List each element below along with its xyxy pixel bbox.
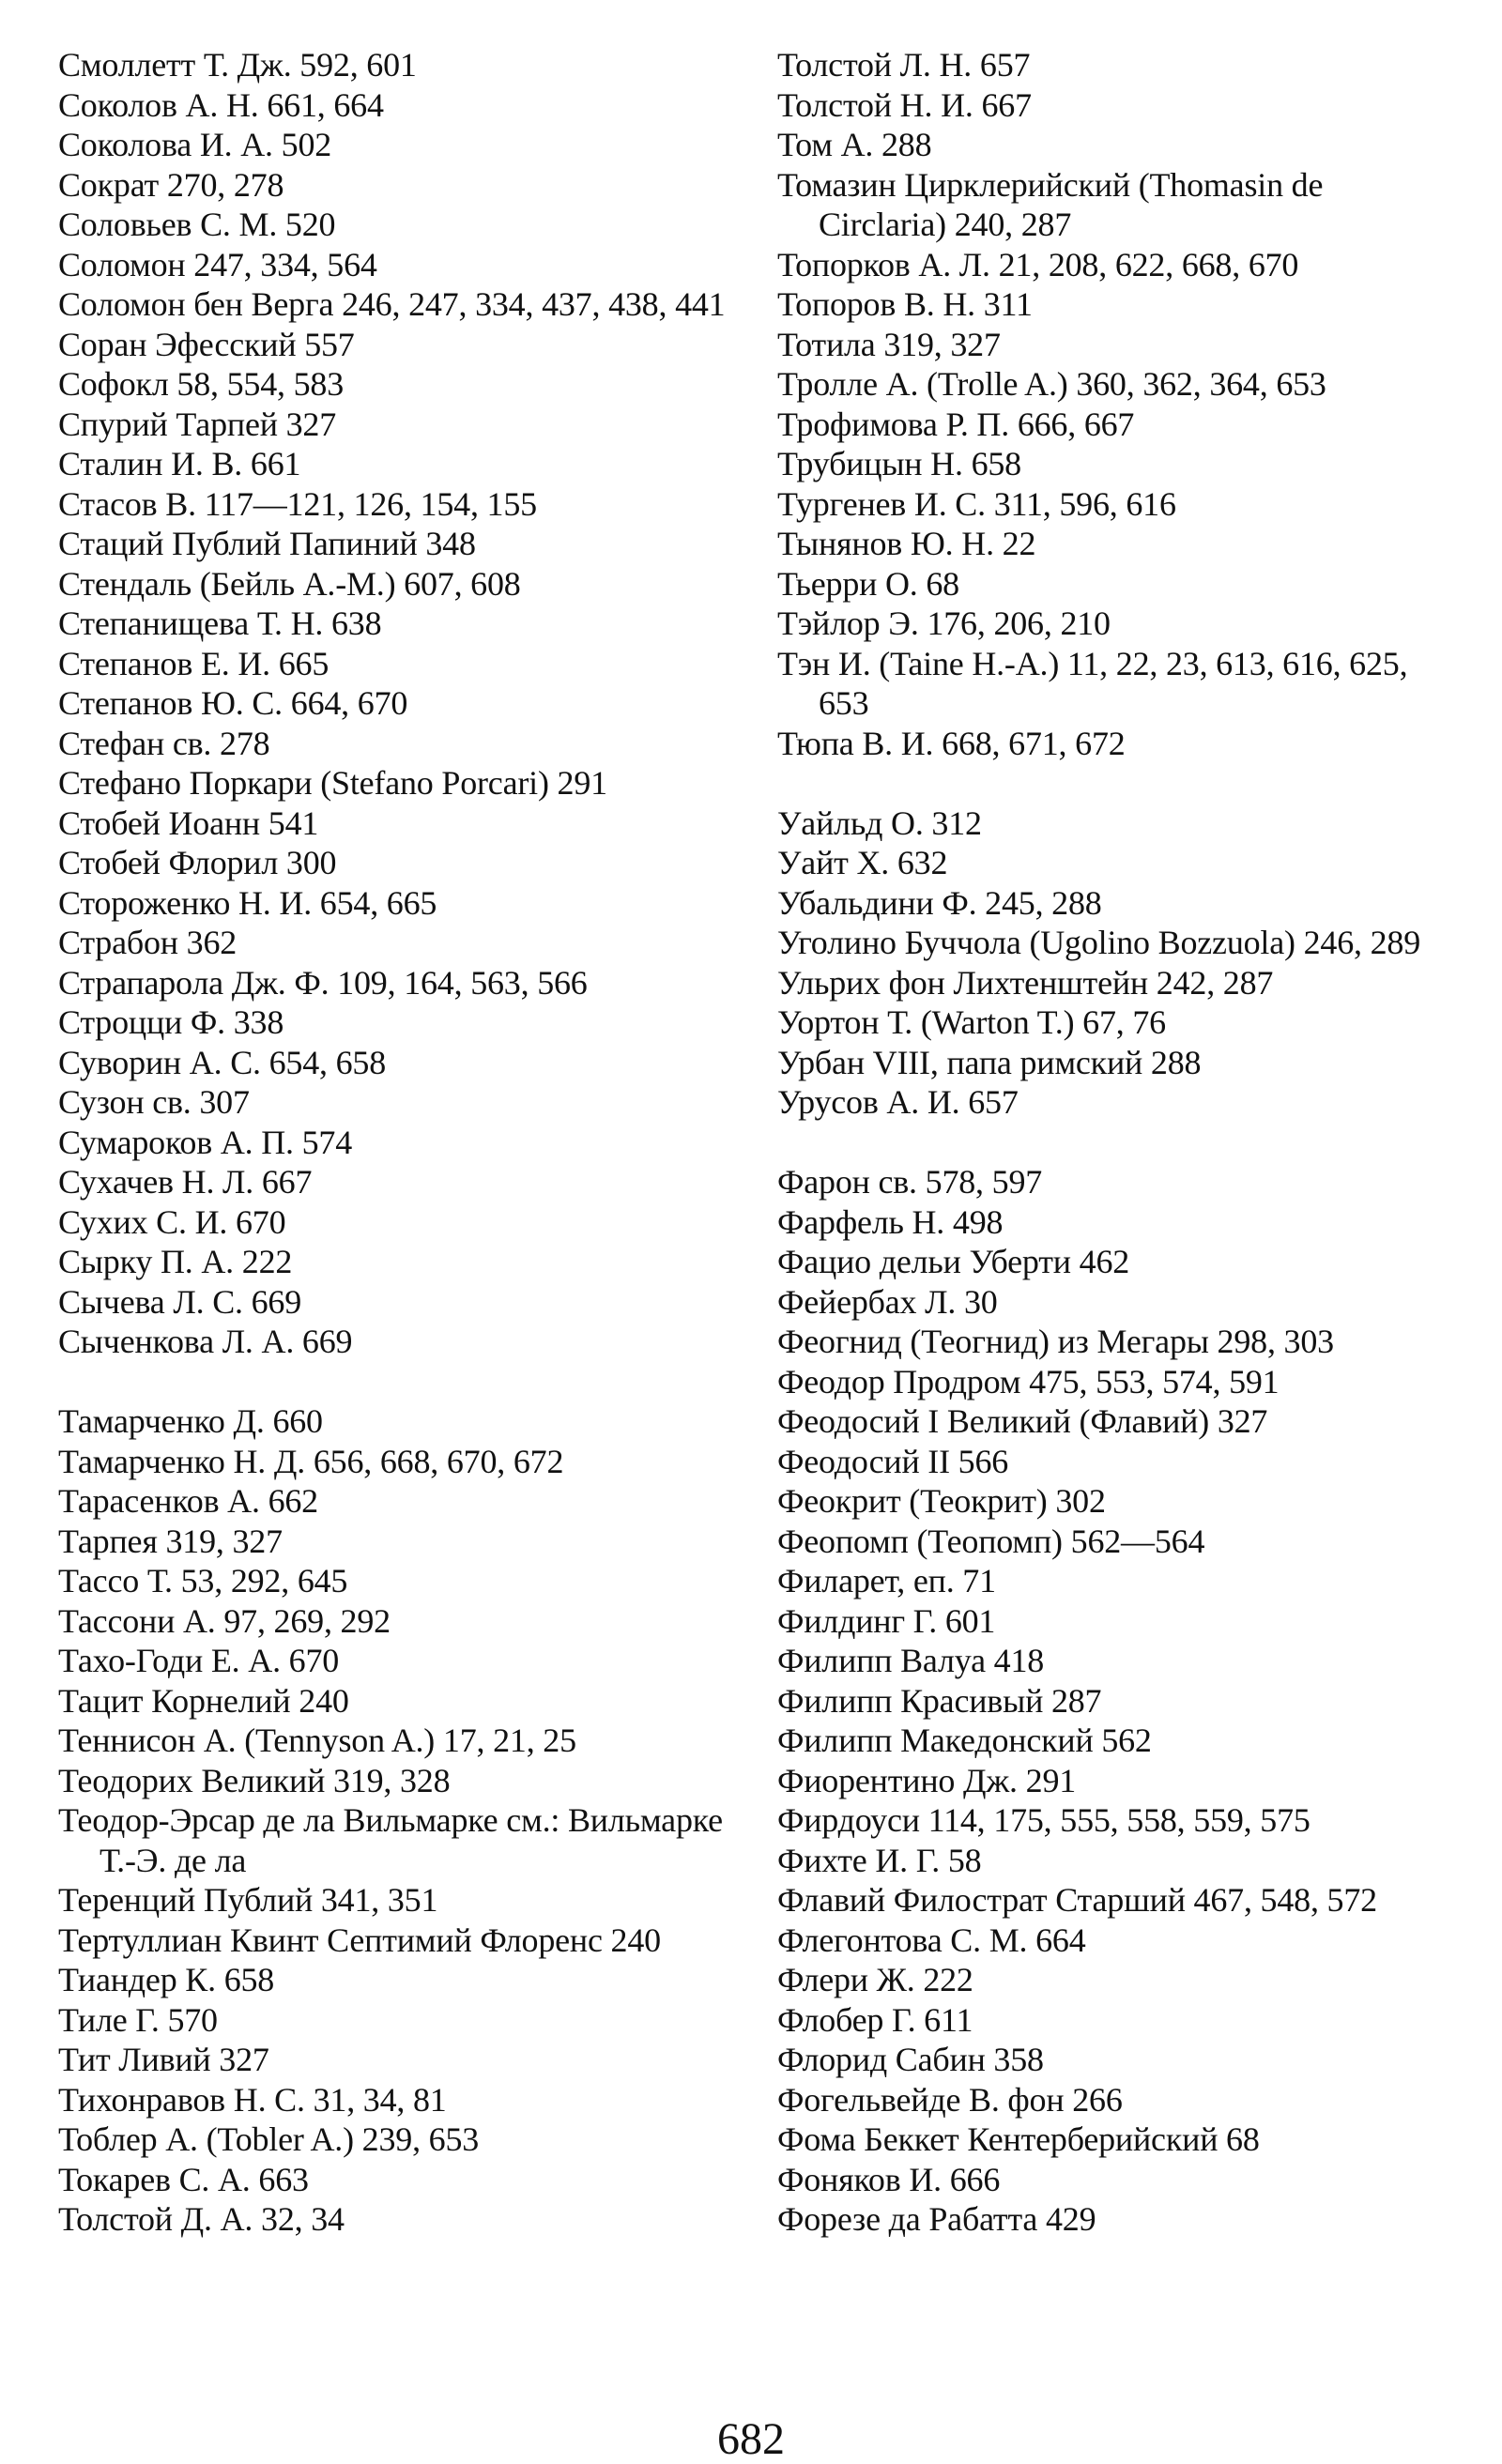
index-entry: Тиандер К. 658 [58, 1961, 275, 1998]
index-column-right [777, 45, 1453, 2240]
index-entry: Фогельвейде В. фон 266 [777, 2080, 1123, 2119]
index-entry: Тьерри О. 68 [777, 564, 959, 603]
index-entry: Смоллетт Т. Дж. 592, 601 [58, 46, 417, 84]
index-entry: Фиорентино Дж. 291 [777, 1761, 1077, 1799]
index-entry: Урусов А. И. 657 [777, 1083, 1019, 1121]
index-entry: Сухачев Н. Л. 667 [58, 1163, 313, 1201]
index-entry: Стобей Иоанн 541 [58, 803, 319, 842]
letter-group-gap [58, 1362, 734, 1402]
index-entry: Стендаль (Бейль А.-М.) 607, 608 [58, 564, 521, 603]
index-entry: Филарет, еп. 71 [777, 1562, 996, 1599]
index-entry: Сумароков А. П. 574 [58, 1123, 353, 1161]
index-entry: Филдинг Г. 601 [777, 1601, 996, 1640]
index-entry: Сократ 270, 278 [58, 165, 284, 204]
index-entry: Тургенев И. С. 311, 596, 616 [777, 484, 1176, 523]
index-entry: Фацио дельи Уберти 462 [777, 1243, 1130, 1280]
index-entry: Теннисон А. (Tennyson A.) 17, 21, 25 [58, 1722, 576, 1759]
index-entry: Софокл 58, 554, 583 [58, 365, 344, 403]
index-entry: Степанов Е. И. 665 [58, 644, 330, 682]
index-entry: Стефан св. 278 [58, 724, 270, 762]
index-entry: Флорид Сабин 358 [777, 2041, 1044, 2078]
index-entry: Тассони А. 97, 269, 292 [58, 1601, 391, 1640]
index-entry: Флегонтова С. М. 664 [777, 1921, 1086, 1959]
index-entry: Сузон св. 307 [58, 1083, 250, 1121]
index-entry: Филипп Македонский 562 [777, 1722, 1152, 1759]
index-entry: Соколов А. Н. 661, 664 [58, 85, 384, 124]
index-entry: Топорков А. Л. 21, 208, 622, 668, 670 [777, 245, 1299, 283]
index-entry: Суворин А. С. 654, 658 [58, 1043, 387, 1081]
index-entry: Страбон 362 [58, 924, 238, 961]
index-entry: Филипп Валуа 418 [777, 1642, 1045, 1679]
index-entry: Трофимова Р. П. 666, 667 [777, 405, 1135, 443]
index-column-left [58, 45, 734, 2240]
index-entry: Стефано Поркари (Stefano Porcari) 291 [58, 764, 607, 802]
index-entry: Степанов Ю. С. 664, 670 [58, 684, 408, 722]
index-entry: Сыченкова Л. А. 669 [58, 1323, 353, 1360]
index-entry: Филипп Красивый 287 [777, 1681, 1102, 1720]
index-entry: Сухих С. И. 670 [58, 1202, 286, 1241]
index-entry: Тиле Г. 570 [58, 2000, 218, 2039]
index-entry: Тоблер А. (Tobler A.) 239, 653 [58, 2120, 480, 2158]
index-entry: Фарон св. 578, 597 [777, 1163, 1043, 1201]
index-entry: Флери Ж. 222 [777, 1961, 973, 1998]
letter-group-gap [777, 763, 1453, 803]
index-entry: Тарпея 319, 327 [58, 1522, 283, 1560]
index-entry: Томазин Цирклерийский (Thomasin de Circlaria) 240, 287 [777, 165, 1324, 243]
index-entry: Сталин И. В. 661 [58, 445, 301, 482]
index-entry: Тамарченко Д. 660 [58, 1402, 323, 1440]
index-entry: Тролле А. (Trolle A.) 360, 362, 364, 653 [777, 365, 1326, 403]
index-entry: Спурий Тарпей 327 [58, 405, 336, 443]
index-entry: Тассо Т. 53, 292, 645 [58, 1562, 348, 1599]
index-entry: Стасов В. 117—121, 126, 154, 155 [58, 484, 537, 523]
index-entry: Толстой Н. И. 667 [777, 85, 1032, 124]
index-entry: Уголино Буччола (Ugolino Bozzuola) 246, 289 [777, 924, 1420, 961]
index-entry: Фоняков И. 666 [777, 2160, 1001, 2198]
index-entry: Тюпа В. И. 668, 671, 672 [777, 724, 1126, 762]
index-entry: Тихонравов Н. С. 31, 34, 81 [58, 2080, 447, 2119]
index-entry: Тынянов Ю. Н. 22 [777, 525, 1036, 562]
index-entry: Форезе да Рабатта 429 [777, 2200, 1096, 2238]
index-entry: Соломон бен Верга 246, 247, 334, 437, 438, 441 [58, 285, 726, 323]
index-entry: Том А. 288 [777, 126, 932, 163]
index-entry: Тэйлор Э. 176, 206, 210 [777, 605, 1111, 642]
index-entry: Уайльд О. 312 [777, 803, 982, 842]
index-entry: Феодор Продром 475, 553, 574, 591 [777, 1362, 1280, 1400]
index-entry: Степанищева Т. Н. 638 [58, 605, 382, 642]
index-entry: Сырку П. А. 222 [58, 1243, 293, 1280]
index-entry: Страпарола Дж. Ф. 109, 164, 563, 566 [58, 963, 588, 1002]
index-entry: Феокрит (Теокрит) 302 [777, 1482, 1106, 1520]
index-entry: Тахо-Годи Е. А. 670 [58, 1642, 340, 1679]
index-entry: Флавий Филострат Старший 467, 548, 572 [777, 1881, 1377, 1919]
index-entry: Соран Эфесский 557 [58, 325, 355, 363]
index-entry: Тарасенков А. 662 [58, 1482, 318, 1520]
index-entry: Толстой Л. Н. 657 [777, 46, 1031, 84]
index-entry: Толстой Д. А. 32, 34 [58, 2200, 345, 2238]
index-entry: Стаций Публий Папиний 348 [58, 525, 476, 562]
index-entry: Феодосий II 566 [777, 1442, 1009, 1480]
index-entry: Феопомп (Теопомп) 562—564 [777, 1522, 1205, 1560]
index-entry: Тертуллиан Квинт Септимий Флоренс 240 [58, 1921, 661, 1959]
index-entry: Урбан VIII, папа римский 288 [777, 1043, 1202, 1081]
index-entry: Феодосий I Великий (Флавий) 327 [777, 1402, 1268, 1440]
index-entry: Строцци Ф. 338 [58, 1003, 284, 1041]
letter-group-gap [777, 1123, 1453, 1163]
index-entry: Теодор-Эрсар де ла Вильмарке см.: Вильмарке Т.-Э. де ла [58, 1801, 723, 1879]
index-entry: Тотила 319, 327 [777, 325, 1001, 363]
index-entry: Фихте И. Г. 58 [777, 1841, 982, 1879]
index-entry: Уортон Т. (Warton T.) 67, 76 [777, 1003, 1166, 1041]
page-number: 682 [717, 2414, 785, 2464]
index-entry: Тит Ливий 327 [58, 2041, 269, 2078]
index-entry: Ульрих фон Лихтенштейн 242, 287 [777, 963, 1274, 1002]
index-entry: Тамарченко Н. Д. 656, 668, 670, 672 [58, 1442, 564, 1480]
index-entry: Фейербах Л. 30 [777, 1282, 998, 1321]
index-entry: Тэн И. (Taine H.-A.) 11, 22, 23, 613, 616, 625, 653 [777, 644, 1408, 722]
index-entry: Теодорих Великий 319, 328 [58, 1761, 451, 1799]
index-entry: Фарфель Н. 498 [777, 1202, 1004, 1241]
index-entry: Сычева Л. С. 669 [58, 1282, 302, 1321]
index-entry: Соколова И. А. 502 [58, 126, 332, 163]
index-entry: Фома Беккет Кентерберийский 68 [777, 2120, 1260, 2158]
index-entry: Теренций Публий 341, 351 [58, 1881, 438, 1919]
index-entry: Соломон 247, 334, 564 [58, 245, 377, 283]
index-entry: Стобей Флорил 300 [58, 844, 337, 881]
index-entry: Феогнид (Теогнид) из Мегары 298, 303 [777, 1323, 1334, 1360]
index-entry: Соловьев С. М. 520 [58, 206, 336, 243]
index-entry: Тацит Корнелий 240 [58, 1681, 349, 1720]
index-entry: Уайт Х. 632 [777, 844, 948, 881]
index-entry: Стороженко Н. И. 654, 665 [58, 883, 437, 922]
index-entry: Фирдоуси 114, 175, 555, 558, 559, 575 [777, 1801, 1310, 1839]
index-entry: Топоров В. Н. 311 [777, 285, 1033, 323]
index-entry: Трубицын Н. 658 [777, 445, 1021, 482]
index-entry: Флобер Г. 611 [777, 2000, 973, 2039]
index-entry: Токарев С. А. 663 [58, 2160, 309, 2198]
index-entry: Убальдини Ф. 245, 288 [777, 883, 1102, 922]
